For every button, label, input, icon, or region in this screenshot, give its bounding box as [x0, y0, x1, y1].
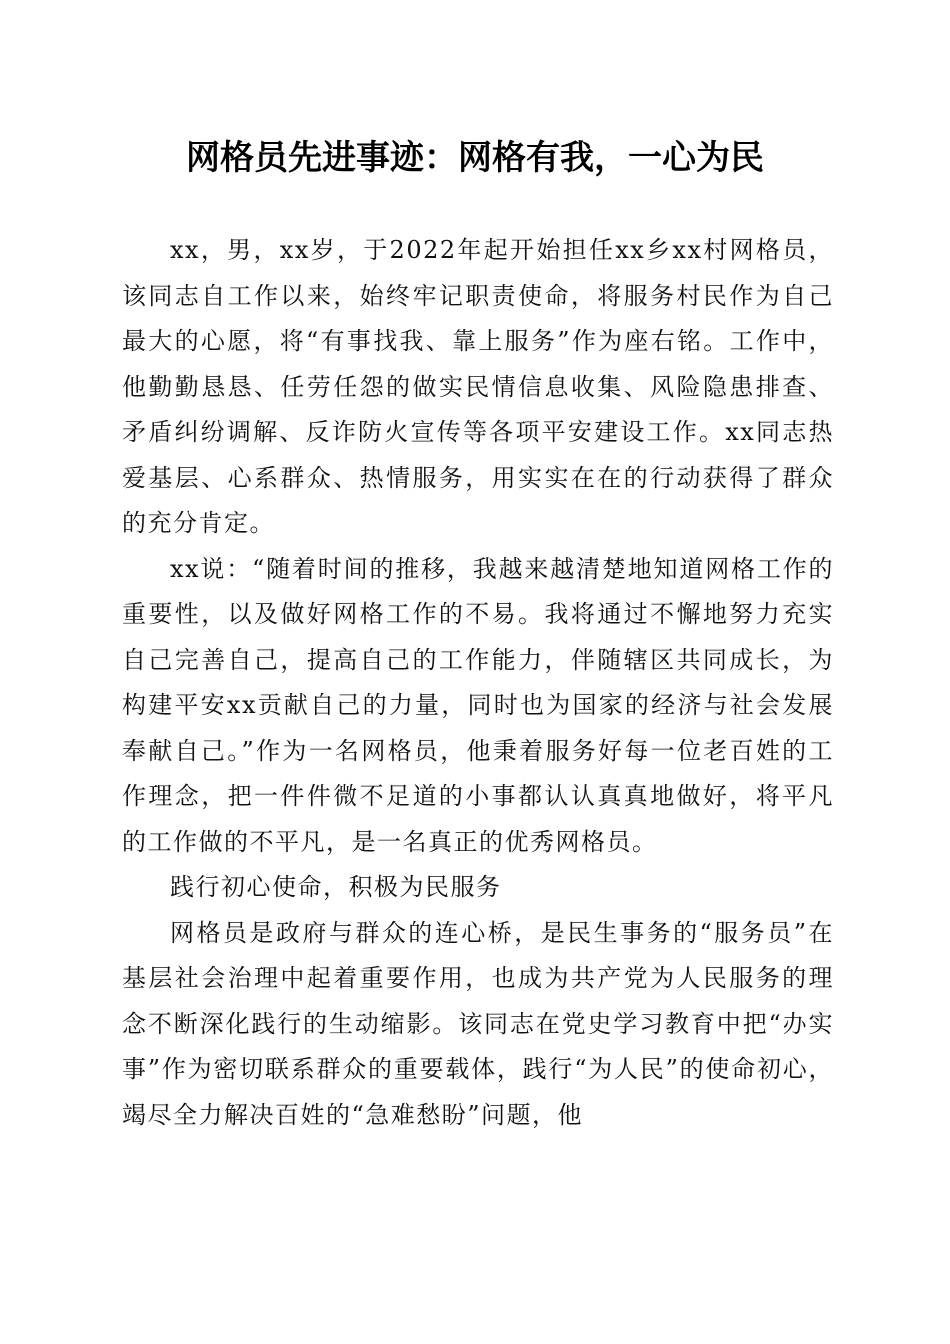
document-body: [122, 228, 834, 1138]
section-subheading: 践行初心使命，积极为民服务: [170, 873, 502, 901]
paragraph-quote: xx说：“随着时间的推移，我越来越清楚地知道网格工作的重要性，以及做好网格工作的不易。我将通过不懈地努力充实自己完善自己，提高自己的工作能力，伴随辖区共同成长，为构建平安xx贡献自己的力量，同时也为国家的经济与社会发展奉献自己。”作为一名网格员，他秉着服务好每一位老百姓的工作理念，把一件件微不足道的小事都认认真真地做好，将平凡的工作做的不平凡，是一名真正的优秀网格员。: [122, 554, 834, 856]
paragraph-intro: xx，男，xx岁，于2022年起开始担任xx乡xx村网格员，该同志自工作以来，始终牢记职责使命，将服务村民作为自己最大的心愿，将“有事找我、靠上服务”作为座右铭。工作中，他勤勤恳恳、任劳任怨的做实民情信息收集、风险隐患排查、矛盾纠纷调解、反诈防火宣传等各项平安建设工作。xx同志热爱基层、心系群众、热情服务，用实实在在的行动获得了群众的充分肯定。: [122, 236, 834, 537]
document-title: 网格员先进事迹：网格有我，一心为民: [186, 138, 764, 178]
paragraph-service: 网格员是政府与群众的连心桥，是民生事务的“服务员”在基层社会治理中起着重要作用，也成为共产党为人民服务的理念不断深化践行的生动缩影。该同志在党史学习教育中把“办实事”作为密切联系群众的重要载体，践行“为人民”的使命初心，竭尽全力解决百姓的“急难愁盼”问题，他: [122, 918, 834, 1129]
